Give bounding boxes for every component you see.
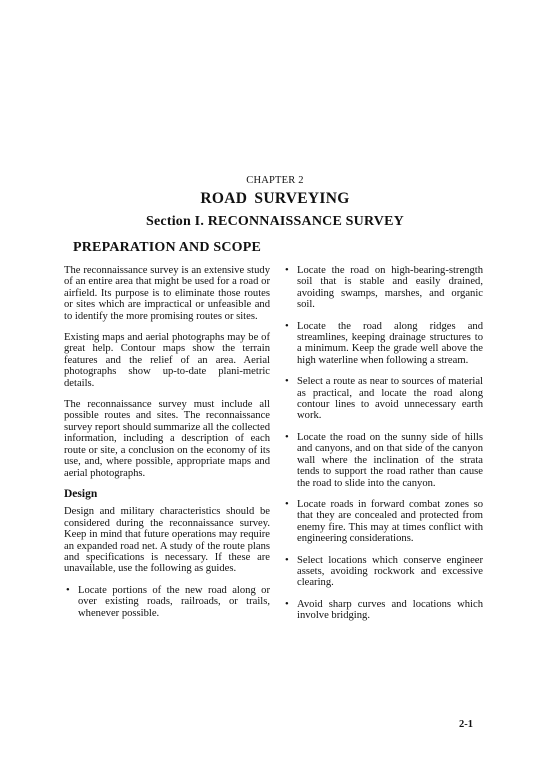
list-item-text: Select a route as near to sources of material as practical, and locate the road along contour lines to avoid unnecessary earth work.: [297, 376, 483, 422]
list-item-text: Locate the road on the sunny side of hills and canyons, and on that side of the canyon wall where the inclination of the strata tends to support the road rather than cause the road to slide into the canyon.: [297, 431, 483, 489]
right-column: [283, 265, 483, 632]
list-item-text: Locate roads in forward combat zones so that they are concealed and protected from enemy fire. This may at times conflict with engineering considerations.: [297, 498, 483, 545]
bullet-icon: •: [285, 431, 289, 443]
design-subheading: Design: [64, 487, 98, 500]
list-item-text: Locate the road along ridges and streamlines, keeping drainage structures to a minimum. Keep the grade well above the high waterline when following a stream.: [297, 320, 483, 366]
topic-heading: PREPARATION AND SCOPE: [73, 240, 262, 255]
bullet-icon: •: [285, 265, 289, 276]
list-item: [283, 265, 483, 311]
chapter-title: ROAD SURVEYING: [200, 190, 350, 207]
bullet-icon: •: [285, 498, 289, 510]
bullet-icon: •: [285, 598, 289, 610]
bullet-icon: •: [285, 320, 289, 332]
bullet-icon: •: [285, 376, 289, 388]
list-item: [283, 376, 483, 422]
left-column: [64, 265, 270, 629]
list-item: [283, 499, 483, 545]
list-item: [283, 555, 483, 589]
list-item: [283, 321, 483, 367]
paragraph-design: Design and military characteristics should be considered during the reconnaissance survey. Keep in mind that future operations may require an expanded road net. A study of the route plans and specifications is necessary. If these are unavailable, use the following as guides.: [64, 506, 270, 575]
bullet-icon: •: [285, 554, 289, 566]
paragraph-maps: Existing maps and aerial photographs may be of great help. Contour maps show the terrain features and the relief of an area. Aerial photographs show up-to-date plani-metric details.: [64, 332, 270, 389]
paragraph-report: The reconnaissance survey must include all possible routes and sites. The reconnaissance survey report should summarize all the collected information, including a description of each route or site, a conclusion on the economy of its use, and, where possible, appropriate maps and aerial photographs.: [64, 399, 270, 479]
bullet-icon: •: [66, 584, 70, 596]
list-item: [64, 585, 270, 619]
paragraph-intro: The reconnaissance survey is an extensive study of an entire area that might be used for a road or airfield. Its purpose is to eliminate those routes or sites which are impractical or unfeasible and to identify the more promising routes or sites.: [64, 265, 270, 322]
list-item-text: Locate portions of the new road along or over existing roads, railroads, or trails, whenever possible.: [78, 584, 270, 619]
page-number: 2-1: [459, 719, 473, 730]
list-item-text: Select locations which conserve engineer assets, avoiding rockwork and excessive clearing.: [297, 554, 483, 589]
chapter-label: CHAPTER 2: [246, 175, 304, 186]
list-item-text: Locate the road on high-bearing-strength soil that is stable and easily drained, avoiding swamps, marshes, and organic soil.: [297, 265, 483, 311]
list-item: [283, 432, 483, 489]
list-item: [283, 599, 483, 622]
list-item-text: Avoid sharp curves and locations which involve bridging.: [297, 598, 483, 622]
section-title: Section I. RECONNAISSANCE SURVEY: [146, 214, 404, 229]
